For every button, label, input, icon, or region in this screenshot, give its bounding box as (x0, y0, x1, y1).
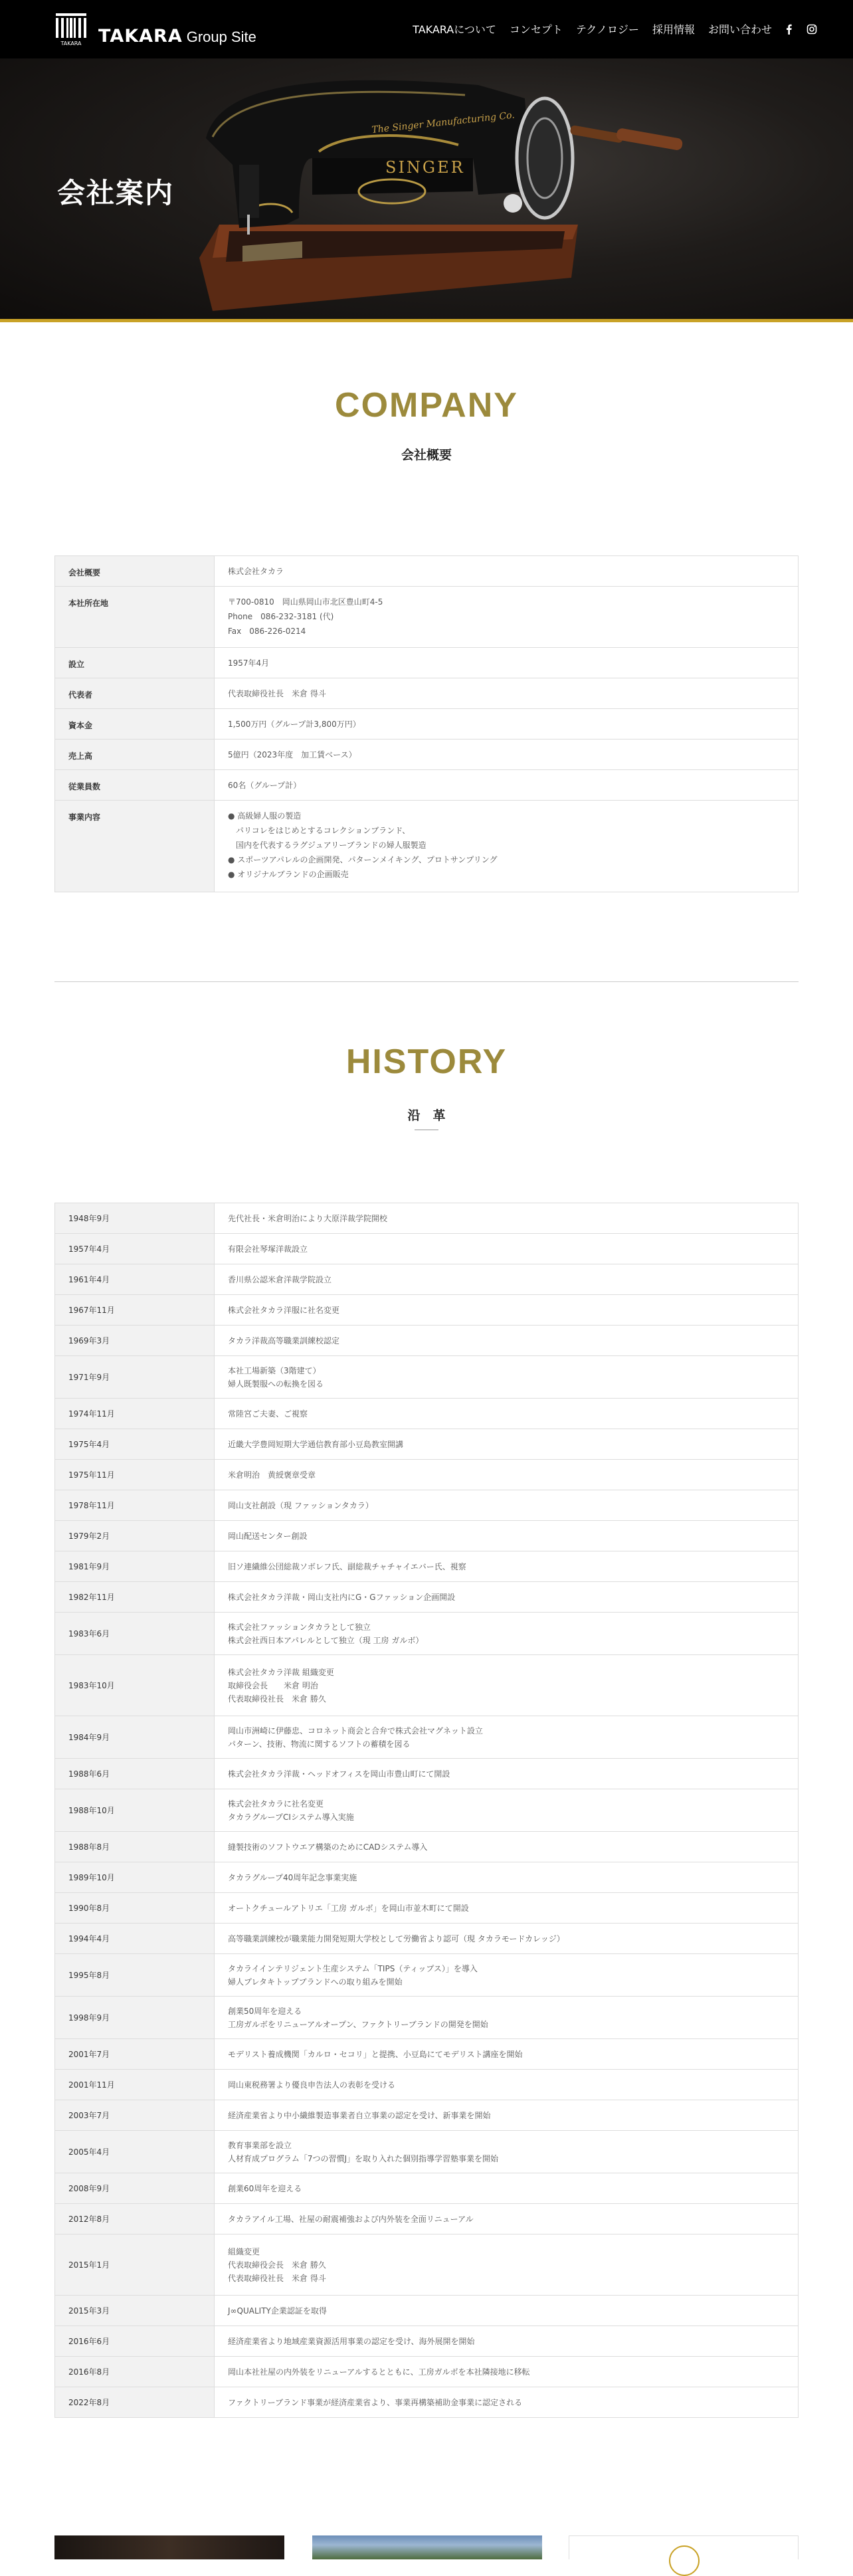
history-event (215, 2357, 799, 2387)
history-year: 2016年6月 (55, 2326, 215, 2357)
history-event-line: パターン、技術、物流に関するソフトの蓄積を図る (228, 1739, 411, 1749)
history-event-line: 代表取締役会長 米倉 勝久 (228, 2260, 326, 2270)
table-row (55, 1655, 799, 1716)
history-event (215, 2387, 799, 2418)
history-year: 1982年11月 (55, 1582, 215, 1613)
hero-gold-border (0, 319, 853, 322)
table-row (55, 1893, 799, 1924)
history-event (215, 1655, 799, 1716)
history-year: 1990年8月 (55, 1893, 215, 1924)
bottom-thumbnails (0, 2535, 853, 2559)
machine-brand-text: SINGER (385, 158, 465, 177)
page-title: 会社案内 (57, 177, 175, 209)
history-event-line: 香川県公認米倉洋裁学院設立 (228, 1274, 332, 1284)
history-event (215, 1924, 799, 1954)
row-value: 代表取締役社長 米倉 得斗 (215, 678, 799, 709)
history-event (215, 1356, 799, 1399)
table-row (55, 709, 799, 740)
table-row (55, 1234, 799, 1264)
table-row (55, 556, 799, 587)
history-event (215, 2234, 799, 2296)
table-row (55, 2326, 799, 2357)
row-label: 本社所在地 (55, 587, 215, 648)
table-row (55, 1924, 799, 1954)
row-value: ● 高級婦人服の製造 パリコレをはじめとするコレクションブランド、 国内を代表するラグジュアリーブランドの婦人服製造 ● スポーツアパレルの企画開発、パターンメイキング、プロトサンプリング ● オリジナルブランドの企画販売 (215, 801, 799, 892)
row-label: 従業員数 (55, 770, 215, 801)
table-row (55, 1789, 799, 1832)
row-value: 株式会社タカラ (215, 556, 799, 587)
history-event-line: 高等職業訓練校が職業能力開発短期大学校として労働省より認可（現 タカラモードカレッジ） (228, 1933, 565, 1943)
row-value: 60名（グループ計） (215, 770, 799, 801)
history-year: 1961年4月 (55, 1264, 215, 1295)
table-row (55, 1490, 799, 1521)
row-label: 売上高 (55, 740, 215, 770)
table-row (55, 2357, 799, 2387)
history-event (215, 2070, 799, 2100)
table-row (55, 1613, 799, 1655)
history-event-line: 株式会社ファッションタカラとして独立 (228, 1622, 371, 1632)
table-row (55, 1460, 799, 1490)
history-year: 2001年7月 (55, 2039, 215, 2070)
history-event (215, 2173, 799, 2204)
history-event-line: 株式会社タカラ洋裁・岡山支社内にG・Gファッション企画開設 (228, 1592, 456, 1602)
history-event-line: 代表取締役社長 米倉 勝久 (228, 1694, 326, 1704)
history-year: 1989年10月 (55, 1862, 215, 1893)
table-row (55, 1521, 799, 1551)
history-year: 1995年8月 (55, 1954, 215, 1997)
history-year: 1983年10月 (55, 1655, 215, 1716)
history-year: 1948年9月 (55, 1203, 215, 1234)
table-row (55, 1295, 799, 1326)
table-row (55, 678, 799, 709)
history-event (215, 2100, 799, 2131)
history-event-line: 株式会社タカラに社名変更 (228, 1799, 324, 1809)
history-event (215, 1399, 799, 1429)
thumbnail-card[interactable] (54, 2535, 284, 2559)
nav-technology[interactable]: テクノロジー (575, 23, 639, 36)
logo[interactable] (54, 12, 256, 45)
history-table (54, 1203, 799, 2418)
history-event (215, 2131, 799, 2173)
table-row (55, 2039, 799, 2070)
history-event-line: 米倉明治 黄綬褒章受章 (228, 1470, 316, 1480)
table-row (55, 1862, 799, 1893)
history-event (215, 1203, 799, 1234)
history-title-en: HISTORY (345, 1042, 508, 1081)
table-row (55, 1429, 799, 1460)
history-year: 1967年11月 (55, 1295, 215, 1326)
history-year: 1988年8月 (55, 1832, 215, 1862)
history-year: 1975年4月 (55, 1429, 215, 1460)
row-value: 1957年4月 (215, 648, 799, 678)
nav-recruit[interactable]: 採用情報 (652, 23, 695, 36)
history-event-line: 取締役会長 米倉 明治 (228, 1680, 318, 1690)
table-row (55, 2234, 799, 2296)
history-event (215, 1460, 799, 1490)
machine-banner-text: The Singer Manufacturing Co. (371, 110, 516, 136)
table-row (55, 1759, 799, 1789)
history-event-line: 人材育成プログラム「7つの習慣J」を取り入れた個別指導学習塾事業を開始 (228, 2153, 499, 2163)
hero-banner (0, 58, 853, 322)
main-nav (399, 21, 817, 37)
row-label: 事業内容 (55, 801, 215, 892)
table-row (55, 1399, 799, 1429)
table-row (55, 587, 799, 648)
history-year: 2003年7月 (55, 2100, 215, 2131)
history-event-line: タカラグループCIシステム導入実施 (228, 1812, 354, 1822)
row-label: 会社概要 (55, 556, 215, 587)
table-row (55, 1551, 799, 1582)
history-event-line: タカライインテリジェント生産システム「TIPS（ティップス）」を導入 (228, 1963, 478, 1973)
takara-logo-mark-icon (54, 12, 88, 45)
history-event-line: モデリスト養成機関「カルロ・セコリ」と提携、小豆島にてモデリスト講座を開始 (228, 2049, 523, 2059)
history-event (215, 1551, 799, 1582)
history-year: 1974年11月 (55, 1399, 215, 1429)
history-event (215, 1862, 799, 1893)
history-event-line: 株式会社タカラ洋裁 組織変更 (228, 1667, 334, 1677)
history-event-line: 代表取締役社長 米倉 得斗 (228, 2273, 326, 2283)
history-event-line: 株式会社西日本アパレルとして独立（現 工房 ガルボ） (228, 1635, 424, 1645)
history-event-line: 創業60周年を迎える (228, 2183, 302, 2193)
history-year: 2012年8月 (55, 2204, 215, 2234)
table-row (55, 2131, 799, 2173)
table-row (55, 770, 799, 801)
table-row (55, 1326, 799, 1356)
history-event-line: 婦人既製服への転換を図る (228, 1379, 324, 1389)
history-event (215, 1613, 799, 1655)
history-year: 1988年10月 (55, 1789, 215, 1832)
history-event (215, 1893, 799, 1924)
history-year: 1981年9月 (55, 1551, 215, 1582)
table-row (55, 2296, 799, 2326)
table-row (55, 2100, 799, 2131)
history-event (215, 1326, 799, 1356)
table-row (55, 1264, 799, 1295)
history-year: 2015年3月 (55, 2296, 215, 2326)
logo-sub: Group Site (186, 29, 256, 45)
table-row (55, 1832, 799, 1862)
history-year: 1994年4月 (55, 1924, 215, 1954)
thumbnail-card[interactable] (569, 2535, 799, 2559)
thumbnail-arc-icon (669, 2545, 700, 2576)
history-event-line: 常陸宮ご夫妻、ご視察 (228, 1409, 308, 1419)
history-year: 1979年2月 (55, 1521, 215, 1551)
history-event-line: 組織変更 (228, 2246, 260, 2256)
history-event-line: 経済産業省より地域産業資源活用事業の認定を受け、海外展開を開始 (228, 2336, 475, 2346)
history-event-line: J∞QUALITY企業認証を取得 (228, 2306, 327, 2316)
logo-small-text: TAKARA (60, 41, 82, 47)
row-label: 設立 (55, 648, 215, 678)
history-event-line: タカラ洋裁高等職業訓練校認定 (228, 1336, 340, 1345)
history-year: 2022年8月 (55, 2387, 215, 2418)
history-event (215, 2204, 799, 2234)
history-event-line: 有限会社琴塚洋裁設立 (228, 1244, 308, 1254)
history-event-line: タカラグループ40周年記念事業実施 (228, 1872, 357, 1882)
site-header (0, 0, 853, 58)
history-year: 2015年1月 (55, 2234, 215, 2296)
history-year: 1971年9月 (55, 1356, 215, 1399)
history-year: 1969年3月 (55, 1326, 215, 1356)
history-event (215, 1429, 799, 1460)
nav-concept[interactable]: コンセプト (509, 23, 563, 36)
history-event (215, 1582, 799, 1613)
history-event (215, 2326, 799, 2357)
history-event (215, 2296, 799, 2326)
table-row (55, 1997, 799, 2039)
history-event-line: タカラアイル工場、社屋の耐震補強および内外装を全面リニューアル (228, 2214, 474, 2224)
company-info-table (54, 555, 799, 892)
row-value: 1,500万円（グループ計3,800万円） (215, 709, 799, 740)
history-title-jp: 沿 革 (407, 1108, 446, 1123)
history-year: 1957年4月 (55, 1234, 215, 1264)
history-event (215, 1759, 799, 1789)
history-event-line: 岡山東税務署より優良申告法人の表彰を受ける (228, 2080, 396, 2090)
row-value: 5億円（2023年度 加工賃ベース） (215, 740, 799, 770)
history-year: 2016年8月 (55, 2357, 215, 2387)
row-label: 資本金 (55, 709, 215, 740)
history-event-line: 教育事業部を設立 (228, 2140, 292, 2150)
history-event (215, 1997, 799, 2039)
table-row (55, 1954, 799, 1997)
table-row (55, 2387, 799, 2418)
facebook-icon[interactable] (784, 24, 795, 35)
company-title-en: COMPANY (335, 386, 518, 425)
history-event (215, 1521, 799, 1551)
instagram-icon[interactable] (806, 24, 817, 35)
history-event-line: 近畿大学豊岡短期大学通信教育部小豆島教室開講 (228, 1439, 404, 1449)
history-event (215, 1716, 799, 1759)
table-row (55, 1716, 799, 1759)
thumbnail-card[interactable] (312, 2535, 542, 2559)
history-event-line: 岡山本社社屋の内外装をリニューアルするとともに、工房ガルボを本社隣接地に移転 (228, 2367, 530, 2377)
history-event-line: 岡山配送センター創設 (228, 1531, 308, 1541)
history-event (215, 1295, 799, 1326)
history-event (215, 2039, 799, 2070)
logo-text (98, 27, 256, 45)
history-event-line: 先代社長・米倉明治により大原洋裁学院開校 (228, 1213, 388, 1223)
table-row (55, 2173, 799, 2204)
history-year: 2001年11月 (55, 2070, 215, 2100)
history-event-line: 旧ソ連繊維公団総裁ソボレフ氏、副総裁チャチャイエバー氏、視察 (228, 1561, 466, 1571)
history-year: 2005年4月 (55, 2131, 215, 2173)
table-row (55, 1582, 799, 1613)
table-row (55, 1203, 799, 1234)
history-year: 2008年9月 (55, 2173, 215, 2204)
history-event-line: 縫製技術のソフトウエア構築のためにCADシステム導入 (228, 1842, 428, 1852)
table-row (55, 2070, 799, 2100)
history-event-line: 経済産業省より中小繊維製造事業者自立事業の認定を受け、新事業を開始 (228, 2110, 491, 2120)
history-event-line: ファクトリーブランド事業が経済産業省より、事業再構築補助金事業に認定される (228, 2397, 523, 2407)
company-title-jp: 会社概要 (401, 448, 452, 462)
history-year: 1984年9月 (55, 1716, 215, 1759)
table-row (55, 801, 799, 892)
history-event-line: 岡山支社創設（現 ファッションタカラ） (228, 1500, 373, 1510)
section-divider (54, 981, 799, 982)
history-event-line: 婦人プレタキトップブランドへの取り組みを開始 (228, 1977, 403, 1987)
history-event-line: 株式会社タカラ洋服に社名変更 (228, 1305, 340, 1315)
history-event-line: 本社工場新築（3階建て） (228, 1365, 321, 1375)
history-event (215, 1789, 799, 1832)
table-row (55, 1356, 799, 1399)
history-year: 1975年11月 (55, 1460, 215, 1490)
nav-about[interactable]: TAKARAについて (413, 23, 496, 36)
history-year: 1978年11月 (55, 1490, 215, 1521)
row-value: 〒700-0810 岡山県岡山市北区豊山町4-5 Phone 086-232-3181 (代) Fax 086-226-0214 (215, 587, 799, 648)
history-event (215, 1490, 799, 1521)
history-event (215, 1954, 799, 1997)
history-event-line: オートクチュールアトリエ「工房 ガルボ」を岡山市並木町にて開設 (228, 1903, 469, 1913)
history-event (215, 1264, 799, 1295)
history-year: 1983年6月 (55, 1613, 215, 1655)
table-row (55, 648, 799, 678)
history-year: 1988年6月 (55, 1759, 215, 1789)
history-event-line: 株式会社タカラ洋裁・ヘッドオフィスを岡山市豊山町にて開設 (228, 1769, 450, 1779)
table-row (55, 740, 799, 770)
row-label: 代表者 (55, 678, 215, 709)
history-event (215, 1234, 799, 1264)
table-row (55, 2204, 799, 2234)
history-event-line: 創業50周年を迎える (228, 2006, 302, 2016)
nav-contact[interactable]: お問い合わせ (708, 23, 772, 36)
history-year: 1998年9月 (55, 1997, 215, 2039)
logo-brand: TAKARA (98, 26, 183, 47)
history-event-line: 岡山市洲崎に伊藤忠、コロネット商会と合弁で株式会社マグネット設立 (228, 1726, 483, 1735)
history-event-line: 工房ガルボをリニューアルオープン、ファクトリーブランドの開発を開始 (228, 2019, 488, 2029)
history-event (215, 1832, 799, 1862)
